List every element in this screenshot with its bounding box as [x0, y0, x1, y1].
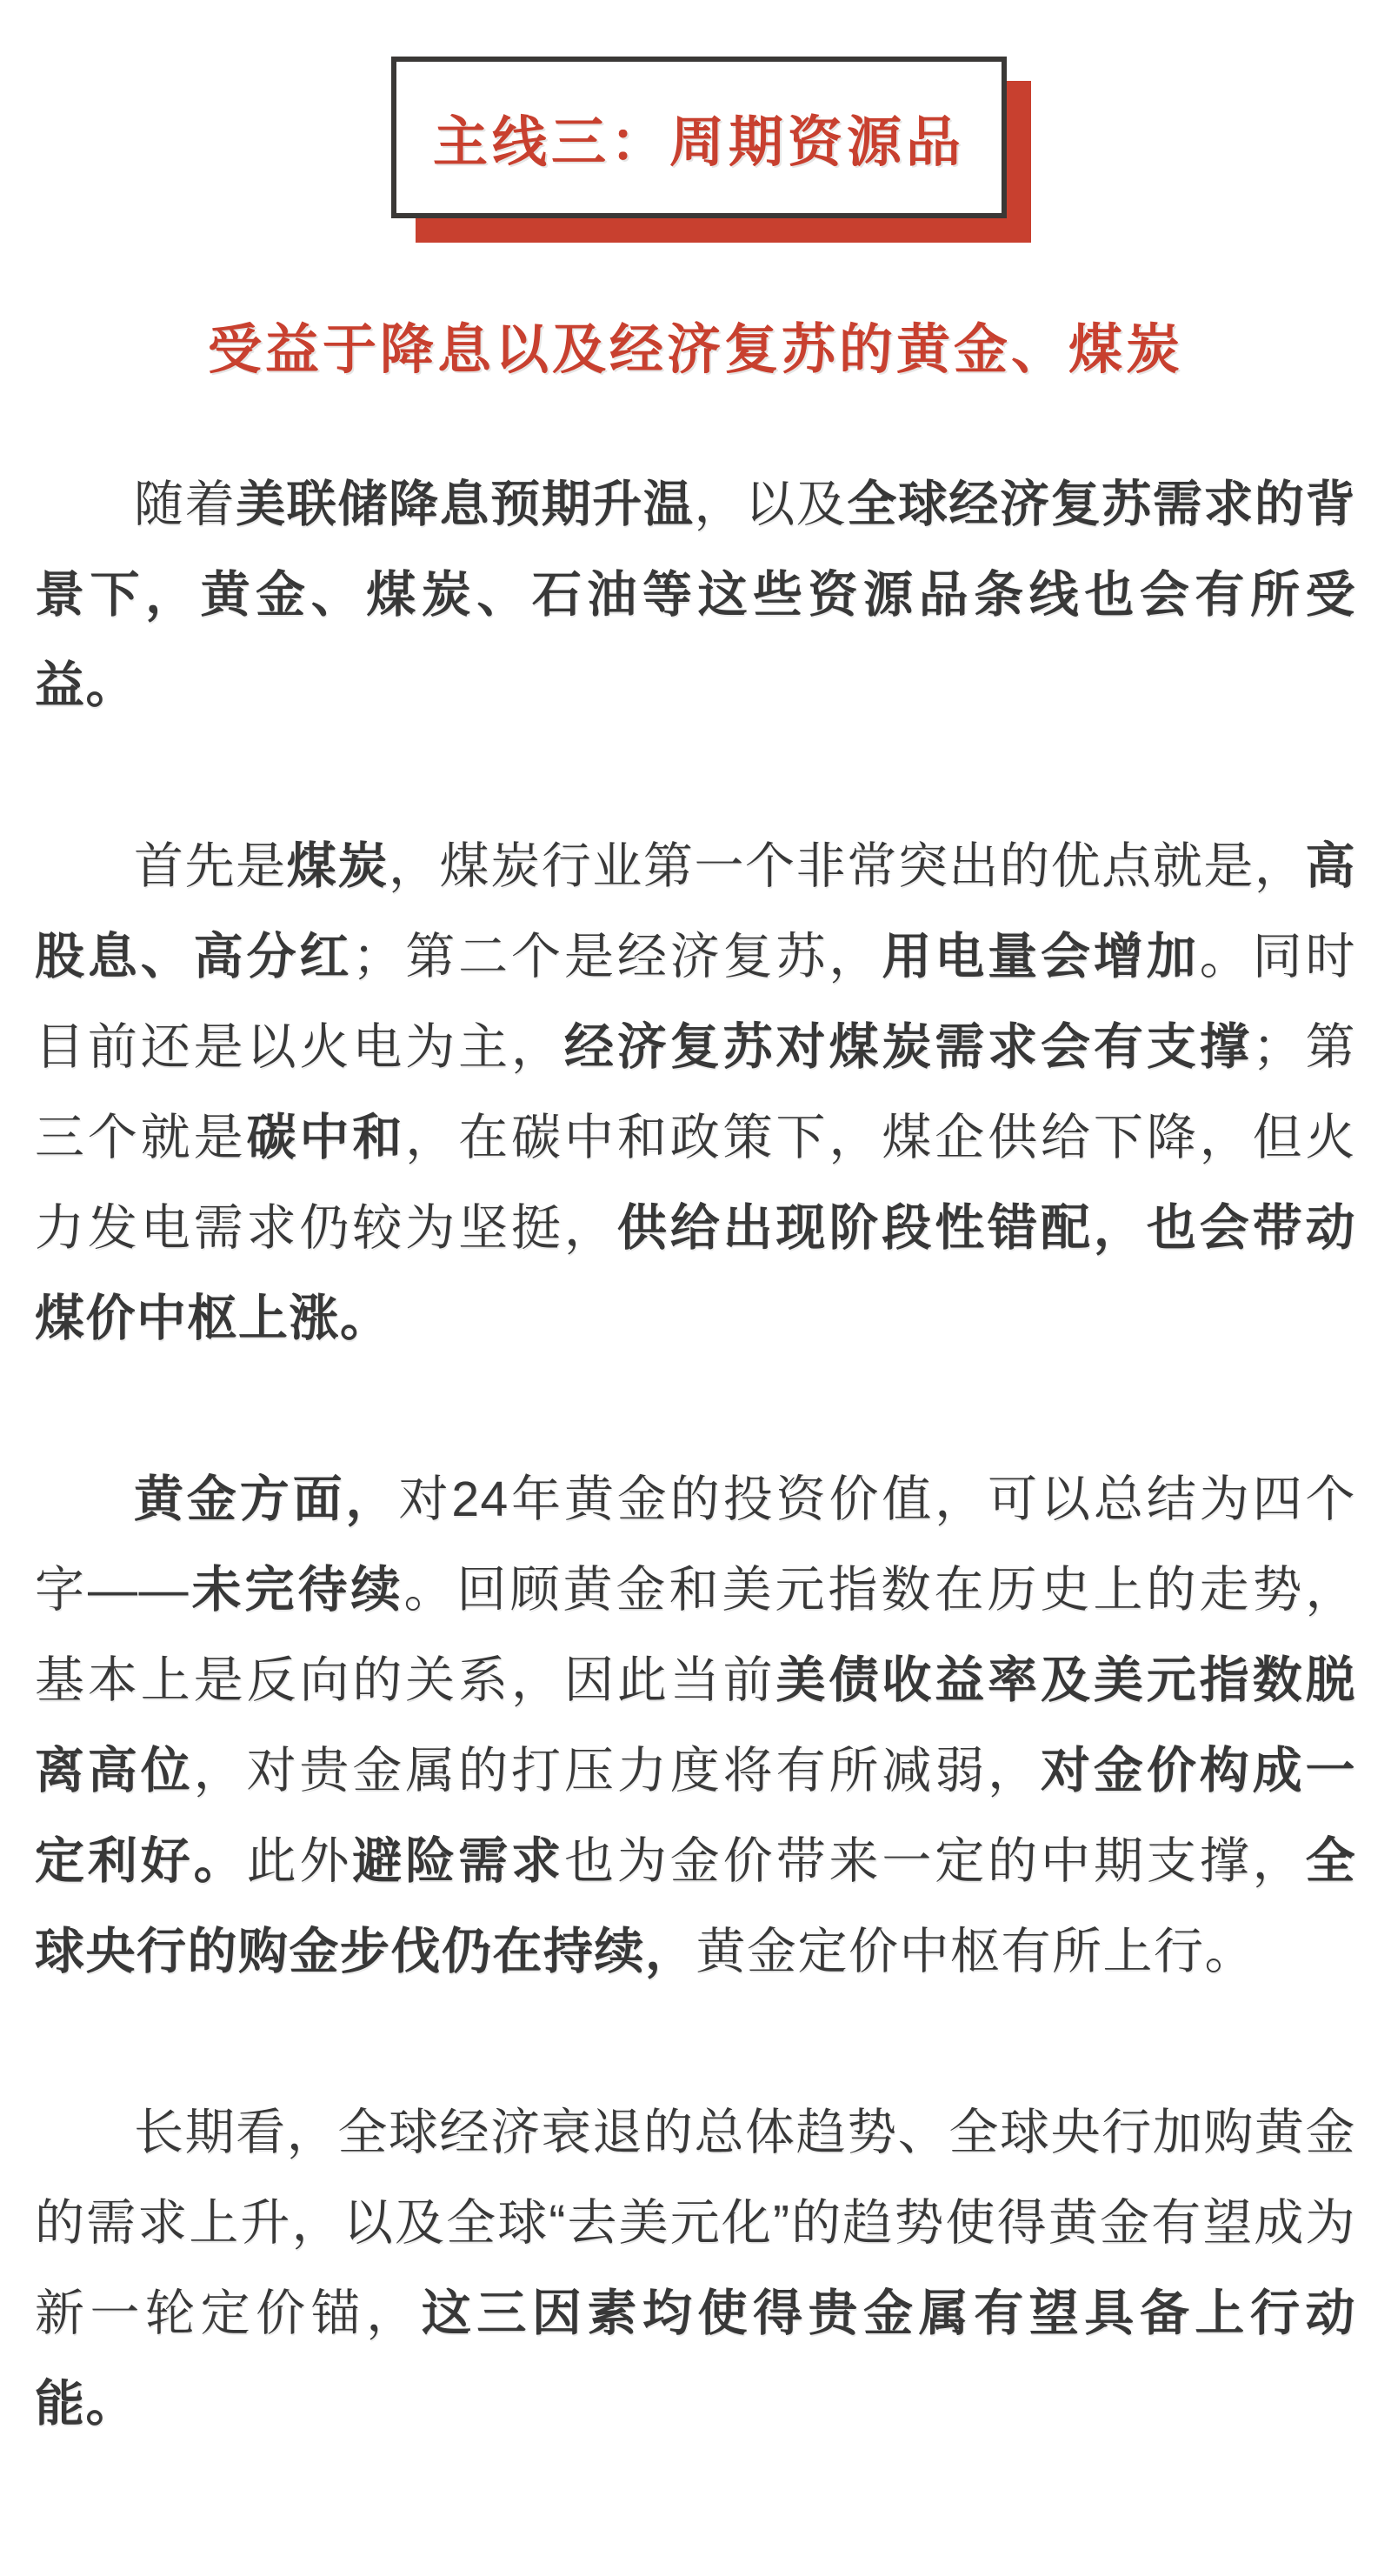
paragraph-text-run: 随着: [134, 477, 236, 532]
paragraph-bold-run: 避险需求: [352, 1833, 564, 1889]
section-title: 主线三：周期资源品: [433, 111, 965, 173]
paragraph-bold-run: 美联储降息预期升温: [236, 477, 695, 532]
paragraph-text-run: ；第三个就是: [35, 1019, 1357, 1165]
paragraph: [35, 459, 1356, 731]
paragraph-text-run: 首先是: [134, 838, 287, 894]
paragraph-text-run: 对24年黄金的投资价值，可以总结为四个字——: [35, 1472, 1356, 1618]
paragraph-bold-run: 高股息、高分红: [35, 838, 1357, 984]
paragraph-bold-run: 用电量会增加: [882, 929, 1200, 984]
paragraph: [35, 2087, 1356, 2449]
paragraph-bold-run: 黄金方面，: [134, 1472, 399, 1527]
paragraph-bold-run: 供给出现阶段性错配，也会带动煤价中枢上涨。: [35, 1200, 1357, 1346]
paragraph-bold-run: 碳中和: [246, 1110, 406, 1165]
paragraph: [35, 821, 1356, 1364]
article-body: [35, 459, 1356, 2449]
paragraph-text-run: ；第二个是经济复苏，: [352, 929, 882, 984]
paragraph-text-run: 黄金定价中枢有所上行。: [696, 1924, 1255, 1979]
title-box: [391, 57, 1007, 218]
paragraph-text-run: ，以及: [694, 477, 848, 532]
paragraph-text-run: 此外: [246, 1833, 353, 1889]
paragraph-text-run: ，煤炭行业第一个非常突出的优点就是，: [388, 838, 1306, 894]
paragraph-bold-run: 对金价构成一定利好。: [35, 1743, 1357, 1889]
paragraph-text-run: 。同时目前还是以火电为主，: [35, 929, 1357, 1075]
paragraph: [35, 1454, 1356, 1997]
paragraph-bold-run: 这三因素均使得贵金属有望具备上行动能。: [35, 2286, 1357, 2432]
paragraph-text-run: 也为金价带来一定的中期支撑，: [563, 1833, 1306, 1889]
paragraph-text-run: 。回顾黄金和美元指数在历史上的走势，基本上是反向的关系，因此当前: [35, 1562, 1356, 1708]
paragraph-bold-run: 全球经济复苏需求的背景下，黄金、煤炭、石油等这些资源品条线也会有所受益。: [35, 477, 1357, 713]
paragraph-bold-run: 未完待续: [190, 1562, 404, 1618]
paragraph-bold-run: 美债收益率及美元指数脱离高位: [35, 1652, 1357, 1799]
paragraph-text-run: ，在碳中和政策下，煤企供给下降，但火力发电需求仍较为坚挺，: [35, 1110, 1357, 1256]
title-box-frame: [391, 57, 1007, 218]
paragraph-bold-run: 经济复苏对煤炭需求会有支撑: [563, 1019, 1253, 1075]
paragraph-bold-run: 煤炭: [286, 838, 389, 894]
subtitle: 受益于降息以及经济复苏的黄金、煤炭: [207, 320, 1183, 380]
paragraph-text-run: ，对贵金属的打压力度将有所减弱，: [193, 1743, 1042, 1799]
paragraph-text-run: 长期看，全球经济衰退的总体趋势、全球央行加购黄金的需求上升，以及全球“去美元化”的趋势使得黄金有望成为新一轮定价锚，: [35, 2105, 1356, 2341]
paragraph-bold-run: 全球央行的购金步伐仍在持续，: [35, 1833, 1357, 1979]
